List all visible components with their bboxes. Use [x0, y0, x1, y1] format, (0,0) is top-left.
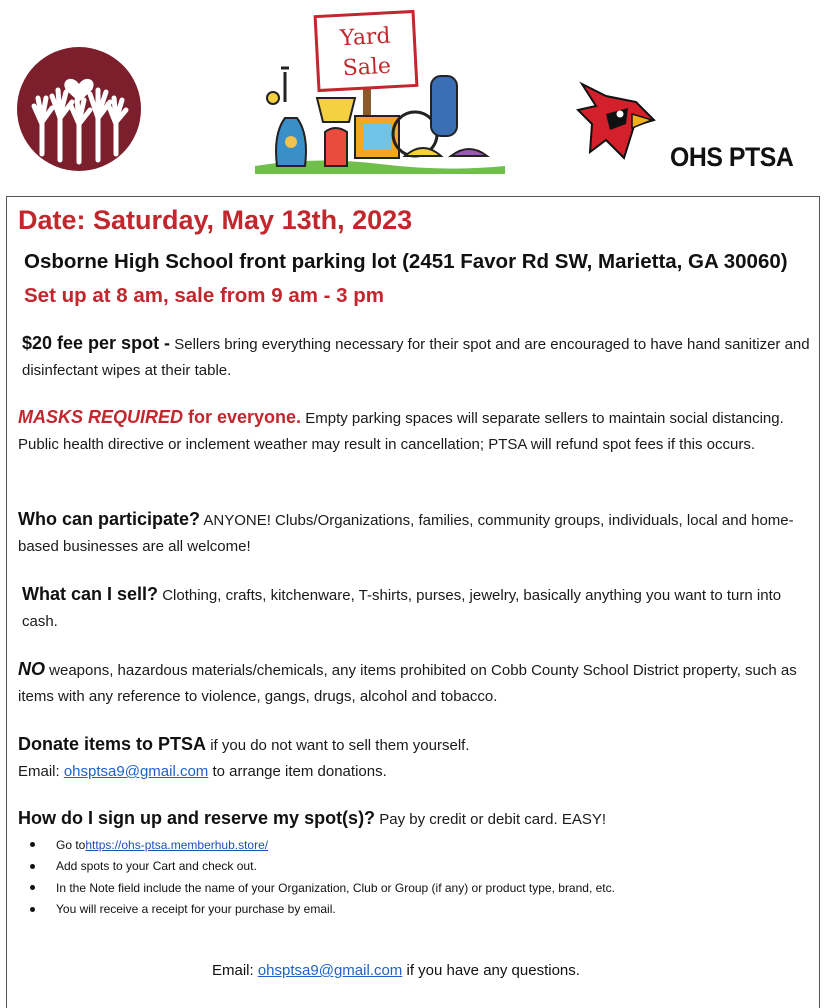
signup-lead: How do I sign up and reserve my spot(s)? — [18, 808, 376, 828]
sell-lead: What can I sell? — [22, 584, 159, 604]
donate-paragraph — [18, 731, 808, 785]
memberhub-store-link[interactable]: https://ohs-ptsa.memberhub.store/ — [85, 837, 269, 852]
footer-email-label: Email: — [212, 962, 258, 979]
prohibited-text: weapons, hazardous materials/chemicals, any items prohibited on Cobb County School District property, such as items with any reference to violence, gangs, drugs, alcohol and tobacco. — [18, 662, 797, 705]
list-item — [30, 856, 615, 878]
sign-line-2: Sale — [342, 53, 392, 82]
masks-text: Empty parking spaces will separate sellers to maintain social distancing. Public health directive or inclement weather may result in cancellation; PTSA will refund spot fees if this occurs. — [18, 410, 784, 453]
signup-text: Pay by credit or debit card. EASY! — [375, 811, 607, 828]
cardinal-icon — [576, 80, 658, 166]
prohibited-lead: NO — [18, 659, 45, 679]
donate-lead: Donate items to PTSA — [18, 734, 207, 754]
bullet-icon — [30, 842, 35, 847]
event-date: Date: Saturday, May 13th, 2023 — [18, 205, 413, 235]
event-location: Osborne High School front parking lot (2451 Favor Rd SW, Marietta, GA 30060) — [24, 250, 788, 273]
raised-hands-heart-icon — [16, 46, 142, 172]
participate-paragraph — [18, 506, 808, 560]
donate-email-suffix: to arrange item donations. — [208, 763, 387, 780]
sign-line-1: Yard — [339, 23, 392, 52]
event-hours: Set up at 8 am, sale from 9 am - 3 pm — [24, 284, 385, 307]
signup-paragraph — [18, 805, 808, 833]
footer-email-suffix: if you have any questions. — [402, 962, 580, 979]
masks-lead-red: MASKS REQUIRED — [18, 407, 184, 427]
list-item — [30, 877, 615, 899]
bullet-icon — [30, 885, 35, 890]
step-2-text: Add spots to your Cart and check out. — [56, 859, 257, 874]
fee-paragraph — [22, 330, 812, 384]
list-item — [30, 834, 615, 856]
donate-email-link[interactable]: ohsptsa9@gmail.com — [63, 763, 209, 780]
fee-lead: $20 fee per spot - — [22, 333, 171, 353]
masks-lead-rest: for everyone. — [183, 407, 302, 427]
list-item — [30, 899, 615, 921]
step-1-prefix: Go to — [56, 837, 86, 852]
fee-text: Sellers bring everything necessary for their spot and are encouraged to have hand sanitizer and disinfectant wipes at their table. — [22, 336, 810, 379]
flyer-header — [0, 0, 828, 196]
bullet-icon — [30, 907, 35, 912]
signup-steps-list — [30, 834, 615, 920]
sell-text: Clothing, crafts, kitchenware, T-shirts, purses, jewelry, basically anything you want to turn into cash. — [22, 587, 782, 630]
prohibited-paragraph — [18, 656, 808, 710]
donate-text: if you do not want to sell them yourself. — [206, 737, 470, 754]
org-name: OHS PTSA — [670, 142, 794, 172]
donate-email-label: Email: — [18, 763, 64, 780]
participate-text: ANYONE! Clubs/Organizations, families, community groups, individuals, local and home-based businesses are all welcome! — [18, 512, 794, 555]
bullet-icon — [30, 864, 35, 869]
yard-sale-illustration — [255, 6, 505, 178]
sell-paragraph — [22, 581, 812, 635]
step-3-text: In the Note field include the name of your Organization, Club or Group (if any) or product type, brand, etc. — [56, 880, 615, 895]
participate-lead: Who can participate? — [18, 509, 201, 529]
masks-paragraph — [18, 404, 808, 458]
step-4-text: You will receive a receipt for your purchase by email. — [56, 902, 336, 917]
footer-contact — [212, 962, 580, 979]
footer-email-link[interactable]: ohsptsa9@gmail.com — [257, 962, 403, 979]
